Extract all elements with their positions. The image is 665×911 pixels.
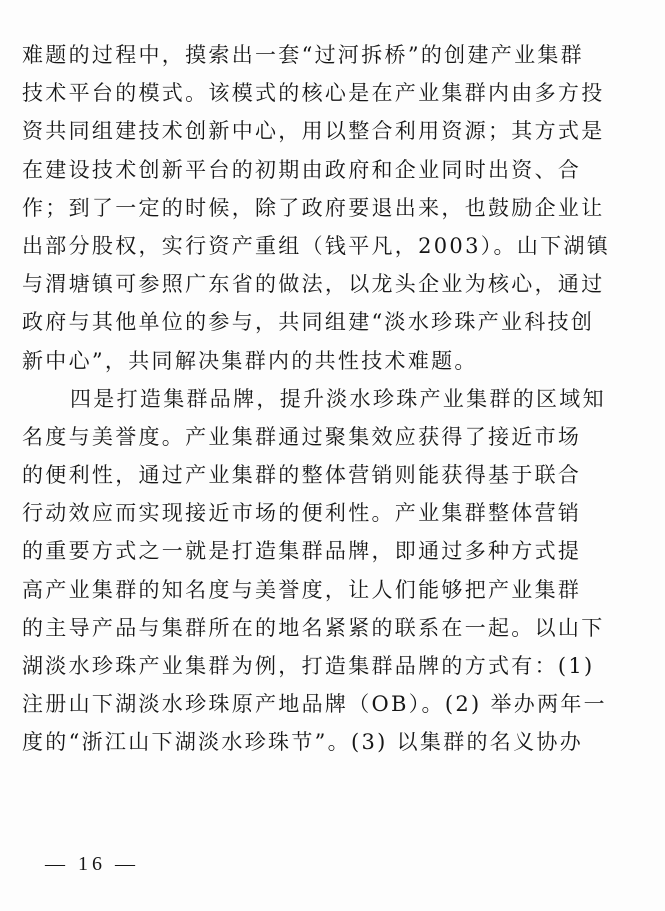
- text-line: 难题的过程中，摸索出一套“过河拆桥”的创建产业集群: [22, 43, 584, 67]
- text-line: 的便利性，通过产业集群的整体营销则能获得基于联合: [22, 463, 582, 488]
- text-line: 与渭塘镇可参照广东省的做法，以龙头企业为核心，通过: [22, 272, 605, 297]
- text-line: 出部分股权，实行资产重组（钱平凡，2003）。山下湖镇: [22, 233, 611, 258]
- text-line: 行动效应而实现接近市场的便利性。产业集群整体营销: [22, 501, 582, 526]
- text-line: 高产业集群的知名度与美誉度，让人们能够把产业集群: [22, 577, 582, 602]
- text-line: 的重要方式之一就是打造集群品牌，即通过多种方式提: [22, 539, 582, 564]
- text-line: 在建设技术创新平台的初期由政府和企业同时出资、合: [22, 157, 582, 182]
- paragraph-start-line: 四是打造集群品牌，提升淡水珍珠产业集群的区域知: [70, 386, 606, 411]
- text-line: 湖淡水珍珠产业集群为例，打造集群品牌的方式有：(1): [22, 654, 595, 678]
- text-line: 度的“浙江山下湖淡水珍珠节”。(3) 以集群的名义协办: [22, 730, 583, 755]
- text-line: 新中心”，共同解决集群内的共性技术难题。: [22, 348, 478, 373]
- text-line: 名度与美誉度。产业集群通过聚集效应获得了接近市场: [22, 424, 582, 449]
- body-text: [22, 36, 652, 762]
- page-number: — 16 —: [45, 853, 139, 875]
- text-line: 技术平台的模式。该模式的核心是在产业集群内由多方投: [22, 81, 605, 106]
- text-line: 注册山下湖淡水珍珠原产地品牌（OB）。(2) 举办两年一: [22, 692, 607, 717]
- text-line: 政府与其他单位的参与，共同组建“淡水珍珠产业科技创: [22, 310, 595, 335]
- text-line: 作；到了一定的时候，除了政府要退出来，也鼓励企业让: [22, 195, 605, 220]
- text-line: 的主导产品与集群所在的地名紧紧的联系在一起。以山下: [22, 615, 605, 640]
- text-line: 资共同组建技术创新中心，用以整合利用资源；其方式是: [22, 119, 605, 144]
